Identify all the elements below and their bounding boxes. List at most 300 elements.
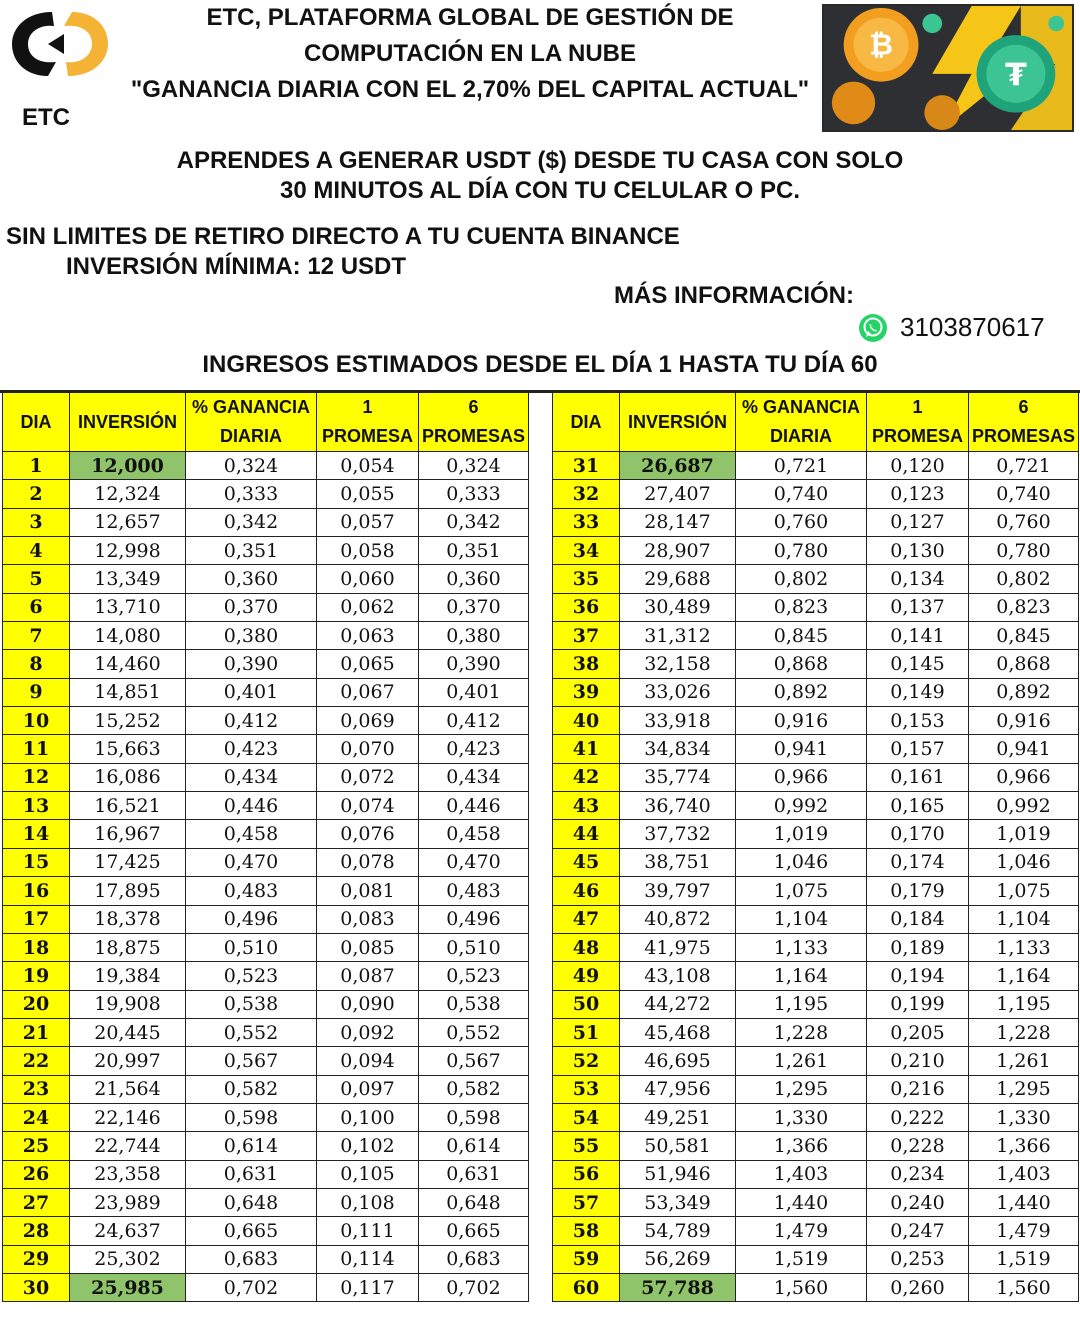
title-line-2: COMPUTACIÓN EN LA NUBE bbox=[304, 40, 636, 67]
table-row bbox=[553, 933, 1079, 961]
cell-day: 41 bbox=[553, 735, 620, 763]
cell-daily-gain: 0,342 bbox=[186, 508, 317, 536]
cell-six-promises: 1,195 bbox=[969, 990, 1079, 1018]
table-row bbox=[553, 1188, 1079, 1216]
table-row bbox=[553, 877, 1079, 905]
cell-six-promises: 0,892 bbox=[969, 678, 1079, 706]
cell-six-promises: 1,133 bbox=[969, 933, 1079, 961]
cell-one-promise: 0,067 bbox=[317, 678, 419, 706]
cell-one-promise: 0,170 bbox=[867, 820, 969, 848]
table-row bbox=[553, 990, 1079, 1018]
cell-one-promise: 0,087 bbox=[317, 962, 419, 990]
table-row bbox=[553, 1075, 1079, 1103]
cell-daily-gain: 1,046 bbox=[736, 848, 867, 876]
cell-investment: 27,407 bbox=[620, 480, 736, 508]
table-row bbox=[3, 877, 529, 905]
cell-day: 5 bbox=[3, 565, 70, 593]
cell-one-promise: 0,114 bbox=[317, 1245, 419, 1273]
cell-six-promises: 0,380 bbox=[419, 622, 529, 650]
cell-daily-gain: 1,519 bbox=[736, 1245, 867, 1273]
cell-one-promise: 0,063 bbox=[317, 622, 419, 650]
table-header-row bbox=[553, 393, 1079, 452]
cell-six-promises: 0,538 bbox=[419, 990, 529, 1018]
cell-investment: 14,080 bbox=[70, 622, 186, 650]
phone-number[interactable]: 3103870617 bbox=[900, 312, 1045, 342]
cell-six-promises: 1,164 bbox=[969, 962, 1079, 990]
cell-one-promise: 0,145 bbox=[867, 650, 969, 678]
cell-day: 60 bbox=[553, 1273, 620, 1301]
cell-day: 43 bbox=[553, 792, 620, 820]
cell-six-promises: 0,370 bbox=[419, 593, 529, 621]
cell-six-promises: 1,479 bbox=[969, 1217, 1079, 1245]
cell-one-promise: 0,060 bbox=[317, 565, 419, 593]
table-row bbox=[553, 622, 1079, 650]
cell-day: 23 bbox=[3, 1075, 70, 1103]
cell-one-promise: 0,222 bbox=[867, 1103, 969, 1131]
cell-six-promises: 0,760 bbox=[969, 508, 1079, 536]
table-row bbox=[3, 565, 529, 593]
cell-six-promises: 1,104 bbox=[969, 905, 1079, 933]
cell-one-promise: 0,153 bbox=[867, 707, 969, 735]
cell-day: 6 bbox=[3, 593, 70, 621]
cell-day: 47 bbox=[553, 905, 620, 933]
cell-day: 42 bbox=[553, 763, 620, 791]
table-row bbox=[553, 565, 1079, 593]
table-row bbox=[553, 480, 1079, 508]
cell-six-promises: 0,582 bbox=[419, 1075, 529, 1103]
cell-one-promise: 0,228 bbox=[867, 1132, 969, 1160]
cell-day: 24 bbox=[3, 1103, 70, 1131]
cell-one-promise: 0,094 bbox=[317, 1047, 419, 1075]
cell-daily-gain: 0,992 bbox=[736, 792, 867, 820]
cell-daily-gain: 0,648 bbox=[186, 1188, 317, 1216]
cell-day: 36 bbox=[553, 593, 620, 621]
cell-six-promises: 0,702 bbox=[419, 1273, 529, 1301]
cell-day: 38 bbox=[553, 650, 620, 678]
col-gain-header-l1: % GANANCIA bbox=[191, 397, 310, 417]
col-one-header-l2: PROMESA bbox=[321, 426, 413, 446]
cell-investment: 32,158 bbox=[620, 650, 736, 678]
cell-one-promise: 0,234 bbox=[867, 1160, 969, 1188]
cell-six-promises: 1,261 bbox=[969, 1047, 1079, 1075]
cell-daily-gain: 0,380 bbox=[186, 622, 317, 650]
cell-day: 37 bbox=[553, 622, 620, 650]
cell-investment: 17,425 bbox=[70, 848, 186, 876]
cell-six-promises: 0,324 bbox=[419, 452, 529, 480]
promo-learn bbox=[150, 146, 930, 206]
cell-one-promise: 0,078 bbox=[317, 848, 419, 876]
cell-investment: 36,740 bbox=[620, 792, 736, 820]
cell-investment: 54,789 bbox=[620, 1217, 736, 1245]
title-line-1: ETC, PLATAFORMA GLOBAL DE GESTIÓN DE bbox=[206, 4, 734, 31]
cell-investment: 43,108 bbox=[620, 962, 736, 990]
cell-day: 50 bbox=[553, 990, 620, 1018]
cell-day: 13 bbox=[3, 792, 70, 820]
cell-daily-gain: 0,567 bbox=[186, 1047, 317, 1075]
cell-one-promise: 0,105 bbox=[317, 1160, 419, 1188]
table-row bbox=[3, 650, 529, 678]
cell-one-promise: 0,123 bbox=[867, 480, 969, 508]
cell-one-promise: 0,085 bbox=[317, 933, 419, 961]
cell-one-promise: 0,062 bbox=[317, 593, 419, 621]
cell-investment: 33,918 bbox=[620, 707, 736, 735]
cell-day: 14 bbox=[3, 820, 70, 848]
cell-one-promise: 0,157 bbox=[867, 735, 969, 763]
whatsapp-icon bbox=[858, 313, 888, 343]
cell-six-promises: 0,333 bbox=[419, 480, 529, 508]
cell-day: 20 bbox=[3, 990, 70, 1018]
table-row bbox=[553, 707, 1079, 735]
table-row bbox=[553, 1160, 1079, 1188]
cell-investment: 14,460 bbox=[70, 650, 186, 678]
cell-day: 44 bbox=[553, 820, 620, 848]
cell-daily-gain: 0,845 bbox=[736, 622, 867, 650]
cell-investment: 35,774 bbox=[620, 763, 736, 791]
cell-investment: 16,967 bbox=[70, 820, 186, 848]
etc-logo bbox=[8, 6, 112, 82]
cell-day: 40 bbox=[553, 707, 620, 735]
cell-daily-gain: 0,868 bbox=[736, 650, 867, 678]
page-title bbox=[120, 0, 820, 108]
table-row bbox=[553, 820, 1079, 848]
cell-six-promises: 1,366 bbox=[969, 1132, 1079, 1160]
table-row bbox=[3, 735, 529, 763]
table-row bbox=[3, 962, 529, 990]
cell-daily-gain: 0,390 bbox=[186, 650, 317, 678]
cell-investment: 45,468 bbox=[620, 1018, 736, 1046]
cell-day: 10 bbox=[3, 707, 70, 735]
cell-investment: 20,997 bbox=[70, 1047, 186, 1075]
cell-daily-gain: 0,780 bbox=[736, 537, 867, 565]
cell-investment: 15,252 bbox=[70, 707, 186, 735]
cell-investment: 25,302 bbox=[70, 1245, 186, 1273]
cell-day: 12 bbox=[3, 763, 70, 791]
cell-one-promise: 0,074 bbox=[317, 792, 419, 820]
table-row bbox=[553, 1103, 1079, 1131]
cell-daily-gain: 0,721 bbox=[736, 452, 867, 480]
cell-day: 17 bbox=[3, 905, 70, 933]
cell-one-promise: 0,165 bbox=[867, 792, 969, 820]
col-one-promise-header bbox=[867, 393, 969, 452]
cell-daily-gain: 0,434 bbox=[186, 763, 317, 791]
table-row bbox=[553, 763, 1079, 791]
cell-daily-gain: 0,401 bbox=[186, 678, 317, 706]
table-row bbox=[3, 480, 529, 508]
cell-daily-gain: 1,403 bbox=[736, 1160, 867, 1188]
cell-six-promises: 1,440 bbox=[969, 1188, 1079, 1216]
table-row bbox=[553, 905, 1079, 933]
cell-one-promise: 0,072 bbox=[317, 763, 419, 791]
table-row bbox=[3, 1160, 529, 1188]
cell-six-promises: 1,075 bbox=[969, 877, 1079, 905]
cell-one-promise: 0,127 bbox=[867, 508, 969, 536]
cell-one-promise: 0,184 bbox=[867, 905, 969, 933]
cell-one-promise: 0,141 bbox=[867, 622, 969, 650]
cell-daily-gain: 0,760 bbox=[736, 508, 867, 536]
cell-day: 35 bbox=[553, 565, 620, 593]
cell-six-promises: 0,992 bbox=[969, 792, 1079, 820]
cell-daily-gain: 0,740 bbox=[736, 480, 867, 508]
cell-day: 22 bbox=[3, 1047, 70, 1075]
cell-daily-gain: 0,523 bbox=[186, 962, 317, 990]
cell-one-promise: 0,055 bbox=[317, 480, 419, 508]
cell-one-promise: 0,111 bbox=[317, 1217, 419, 1245]
cell-daily-gain: 0,598 bbox=[186, 1103, 317, 1131]
limits-line: SIN LIMITES DE RETIRO DIRECTO A TU CUENTA BINANCE bbox=[6, 223, 680, 250]
cell-daily-gain: 0,892 bbox=[736, 678, 867, 706]
cell-investment: 24,637 bbox=[70, 1217, 186, 1245]
cell-investment: 31,312 bbox=[620, 622, 736, 650]
cell-six-promises: 1,295 bbox=[969, 1075, 1079, 1103]
cell-six-promises: 0,740 bbox=[969, 480, 1079, 508]
table-row bbox=[3, 452, 529, 480]
table-row bbox=[553, 508, 1079, 536]
cell-investment: 34,834 bbox=[620, 735, 736, 763]
cell-day: 8 bbox=[3, 650, 70, 678]
cell-day: 57 bbox=[553, 1188, 620, 1216]
table-row bbox=[553, 1132, 1079, 1160]
cell-six-promises: 0,916 bbox=[969, 707, 1079, 735]
table-row bbox=[3, 537, 529, 565]
cell-one-promise: 0,205 bbox=[867, 1018, 969, 1046]
cell-day: 4 bbox=[3, 537, 70, 565]
cell-investment: 53,349 bbox=[620, 1188, 736, 1216]
cell-daily-gain: 0,941 bbox=[736, 735, 867, 763]
cell-daily-gain: 0,538 bbox=[186, 990, 317, 1018]
cell-investment: 29,688 bbox=[620, 565, 736, 593]
cell-investment: 16,086 bbox=[70, 763, 186, 791]
min-investment: INVERSIÓN MÍNIMA: 12 USDT bbox=[66, 253, 407, 280]
cell-one-promise: 0,108 bbox=[317, 1188, 419, 1216]
cell-one-promise: 0,117 bbox=[317, 1273, 419, 1301]
cell-daily-gain: 1,164 bbox=[736, 962, 867, 990]
cell-investment: 17,895 bbox=[70, 877, 186, 905]
cell-daily-gain: 0,552 bbox=[186, 1018, 317, 1046]
cell-six-promises: 0,342 bbox=[419, 508, 529, 536]
table-row bbox=[553, 1217, 1079, 1245]
table-row bbox=[553, 537, 1079, 565]
cell-daily-gain: 0,446 bbox=[186, 792, 317, 820]
earnings-table-days-1-30 bbox=[2, 392, 529, 1302]
cell-one-promise: 0,081 bbox=[317, 877, 419, 905]
cell-day: 39 bbox=[553, 678, 620, 706]
table-row bbox=[3, 622, 529, 650]
cell-one-promise: 0,134 bbox=[867, 565, 969, 593]
cell-investment: 50,581 bbox=[620, 1132, 736, 1160]
table-row bbox=[3, 1018, 529, 1046]
cell-investment: 56,269 bbox=[620, 1245, 736, 1273]
table-row bbox=[3, 678, 529, 706]
cell-six-promises: 0,458 bbox=[419, 820, 529, 848]
cell-investment: 30,489 bbox=[620, 593, 736, 621]
cell-six-promises: 0,510 bbox=[419, 933, 529, 961]
cell-investment: 13,710 bbox=[70, 593, 186, 621]
col-six-header-l1: 6 bbox=[1018, 397, 1029, 417]
cell-six-promises: 0,434 bbox=[419, 763, 529, 791]
table-row bbox=[3, 905, 529, 933]
col-gain-header-l2: DIARIA bbox=[220, 426, 282, 446]
col-gain-header-l2: DIARIA bbox=[770, 426, 832, 446]
col-investment-header: INVERSIÓN bbox=[70, 393, 186, 452]
col-one-header-l2: PROMESA bbox=[871, 426, 963, 446]
cell-six-promises: 1,228 bbox=[969, 1018, 1079, 1046]
cell-daily-gain: 0,665 bbox=[186, 1217, 317, 1245]
table-row bbox=[553, 735, 1079, 763]
cell-daily-gain: 0,966 bbox=[736, 763, 867, 791]
cell-six-promises: 0,351 bbox=[419, 537, 529, 565]
cell-one-promise: 0,199 bbox=[867, 990, 969, 1018]
phone-contact[interactable] bbox=[858, 312, 1045, 343]
crypto-coins-image bbox=[822, 4, 1074, 132]
cell-investment: 12,998 bbox=[70, 537, 186, 565]
col-one-header-l1: 1 bbox=[912, 397, 923, 417]
cell-investment: 37,732 bbox=[620, 820, 736, 848]
table-row bbox=[3, 508, 529, 536]
cell-daily-gain: 0,510 bbox=[186, 933, 317, 961]
col-six-header-l2: PROMESAS bbox=[971, 426, 1076, 446]
cell-daily-gain: 0,423 bbox=[186, 735, 317, 763]
cell-daily-gain: 0,370 bbox=[186, 593, 317, 621]
cell-day: 48 bbox=[553, 933, 620, 961]
cell-six-promises: 1,046 bbox=[969, 848, 1079, 876]
cell-six-promises: 0,523 bbox=[419, 962, 529, 990]
table-row bbox=[3, 820, 529, 848]
col-gain-header bbox=[186, 393, 317, 452]
cell-day: 52 bbox=[553, 1047, 620, 1075]
table-row bbox=[553, 1047, 1079, 1075]
cell-day: 30 bbox=[3, 1273, 70, 1301]
cell-six-promises: 0,470 bbox=[419, 848, 529, 876]
cell-daily-gain: 0,582 bbox=[186, 1075, 317, 1103]
cell-six-promises: 0,423 bbox=[419, 735, 529, 763]
cell-six-promises: 1,519 bbox=[969, 1245, 1079, 1273]
cell-investment: 20,445 bbox=[70, 1018, 186, 1046]
table-row bbox=[553, 962, 1079, 990]
cell-investment: 22,744 bbox=[70, 1132, 186, 1160]
learn-line-2: 30 MINUTOS AL DÍA CON TU CELULAR O PC. bbox=[279, 177, 801, 204]
cell-one-promise: 0,097 bbox=[317, 1075, 419, 1103]
col-gain-header bbox=[736, 393, 867, 452]
cell-one-promise: 0,189 bbox=[867, 933, 969, 961]
cell-six-promises: 0,360 bbox=[419, 565, 529, 593]
cell-daily-gain: 1,479 bbox=[736, 1217, 867, 1245]
cell-daily-gain: 0,496 bbox=[186, 905, 317, 933]
cell-one-promise: 0,194 bbox=[867, 962, 969, 990]
cell-one-promise: 0,092 bbox=[317, 1018, 419, 1046]
cell-investment: 39,797 bbox=[620, 877, 736, 905]
cell-one-promise: 0,216 bbox=[867, 1075, 969, 1103]
cell-day: 18 bbox=[3, 933, 70, 961]
promo-limits bbox=[6, 222, 680, 282]
cell-six-promises: 1,560 bbox=[969, 1273, 1079, 1301]
cell-investment: 28,147 bbox=[620, 508, 736, 536]
col-six-promises-header bbox=[419, 393, 529, 452]
cell-day: 16 bbox=[3, 877, 70, 905]
cell-daily-gain: 1,330 bbox=[736, 1103, 867, 1131]
cell-investment: 21,564 bbox=[70, 1075, 186, 1103]
col-day-header: DIA bbox=[553, 393, 620, 452]
cell-day: 15 bbox=[3, 848, 70, 876]
cell-daily-gain: 0,916 bbox=[736, 707, 867, 735]
cell-daily-gain: 1,019 bbox=[736, 820, 867, 848]
cell-six-promises: 0,390 bbox=[419, 650, 529, 678]
cell-one-promise: 0,253 bbox=[867, 1245, 969, 1273]
cell-investment: 38,751 bbox=[620, 848, 736, 876]
cell-one-promise: 0,058 bbox=[317, 537, 419, 565]
cell-one-promise: 0,054 bbox=[317, 452, 419, 480]
cell-day: 7 bbox=[3, 622, 70, 650]
cell-investment: 19,384 bbox=[70, 962, 186, 990]
cell-six-promises: 0,845 bbox=[969, 622, 1079, 650]
cell-six-promises: 0,648 bbox=[419, 1188, 529, 1216]
cell-day: 45 bbox=[553, 848, 620, 876]
cell-daily-gain: 1,295 bbox=[736, 1075, 867, 1103]
cell-daily-gain: 0,631 bbox=[186, 1160, 317, 1188]
table-row bbox=[553, 1273, 1079, 1301]
cell-investment: 49,251 bbox=[620, 1103, 736, 1131]
cell-six-promises: 0,552 bbox=[419, 1018, 529, 1046]
table-row bbox=[3, 1132, 529, 1160]
col-gain-header-l1: % GANANCIA bbox=[741, 397, 860, 417]
cell-one-promise: 0,065 bbox=[317, 650, 419, 678]
cell-day: 34 bbox=[553, 537, 620, 565]
cell-day: 49 bbox=[553, 962, 620, 990]
table-row bbox=[553, 1245, 1079, 1273]
cell-one-promise: 0,161 bbox=[867, 763, 969, 791]
table-row bbox=[3, 593, 529, 621]
table-row bbox=[553, 452, 1079, 480]
table-row bbox=[553, 593, 1079, 621]
cell-investment: 57,788 bbox=[620, 1273, 736, 1301]
title-line-3: "GANANCIA DIARIA CON EL 2,70% DEL CAPITAL ACTUAL" bbox=[130, 76, 810, 103]
cell-daily-gain: 1,075 bbox=[736, 877, 867, 905]
cell-investment: 18,875 bbox=[70, 933, 186, 961]
cell-day: 2 bbox=[3, 480, 70, 508]
cell-investment: 19,908 bbox=[70, 990, 186, 1018]
cell-investment: 26,687 bbox=[620, 452, 736, 480]
cell-daily-gain: 1,104 bbox=[736, 905, 867, 933]
cell-day: 46 bbox=[553, 877, 620, 905]
table-row bbox=[3, 933, 529, 961]
cell-six-promises: 0,966 bbox=[969, 763, 1079, 791]
cell-daily-gain: 1,366 bbox=[736, 1132, 867, 1160]
table-row bbox=[553, 848, 1079, 876]
cell-investment: 51,946 bbox=[620, 1160, 736, 1188]
cell-daily-gain: 1,133 bbox=[736, 933, 867, 961]
learn-line-1: APRENDES A GENERAR USDT ($) DESDE TU CASA CON SOLO bbox=[176, 147, 904, 174]
cell-six-promises: 1,403 bbox=[969, 1160, 1079, 1188]
cell-day: 33 bbox=[553, 508, 620, 536]
cell-day: 27 bbox=[3, 1188, 70, 1216]
table-row bbox=[3, 1188, 529, 1216]
cell-investment: 41,975 bbox=[620, 933, 736, 961]
cell-daily-gain: 1,560 bbox=[736, 1273, 867, 1301]
cell-six-promises: 0,598 bbox=[419, 1103, 529, 1131]
cell-daily-gain: 0,470 bbox=[186, 848, 317, 876]
cell-one-promise: 0,076 bbox=[317, 820, 419, 848]
svg-text:₮: ₮ bbox=[1004, 57, 1027, 94]
table-row bbox=[3, 707, 529, 735]
cell-day: 11 bbox=[3, 735, 70, 763]
cell-six-promises: 0,401 bbox=[419, 678, 529, 706]
cell-six-promises: 0,780 bbox=[969, 537, 1079, 565]
table-row bbox=[3, 848, 529, 876]
cell-six-promises: 0,567 bbox=[419, 1047, 529, 1075]
cell-day: 32 bbox=[553, 480, 620, 508]
cell-day: 26 bbox=[3, 1160, 70, 1188]
cell-one-promise: 0,090 bbox=[317, 990, 419, 1018]
cell-daily-gain: 1,228 bbox=[736, 1018, 867, 1046]
